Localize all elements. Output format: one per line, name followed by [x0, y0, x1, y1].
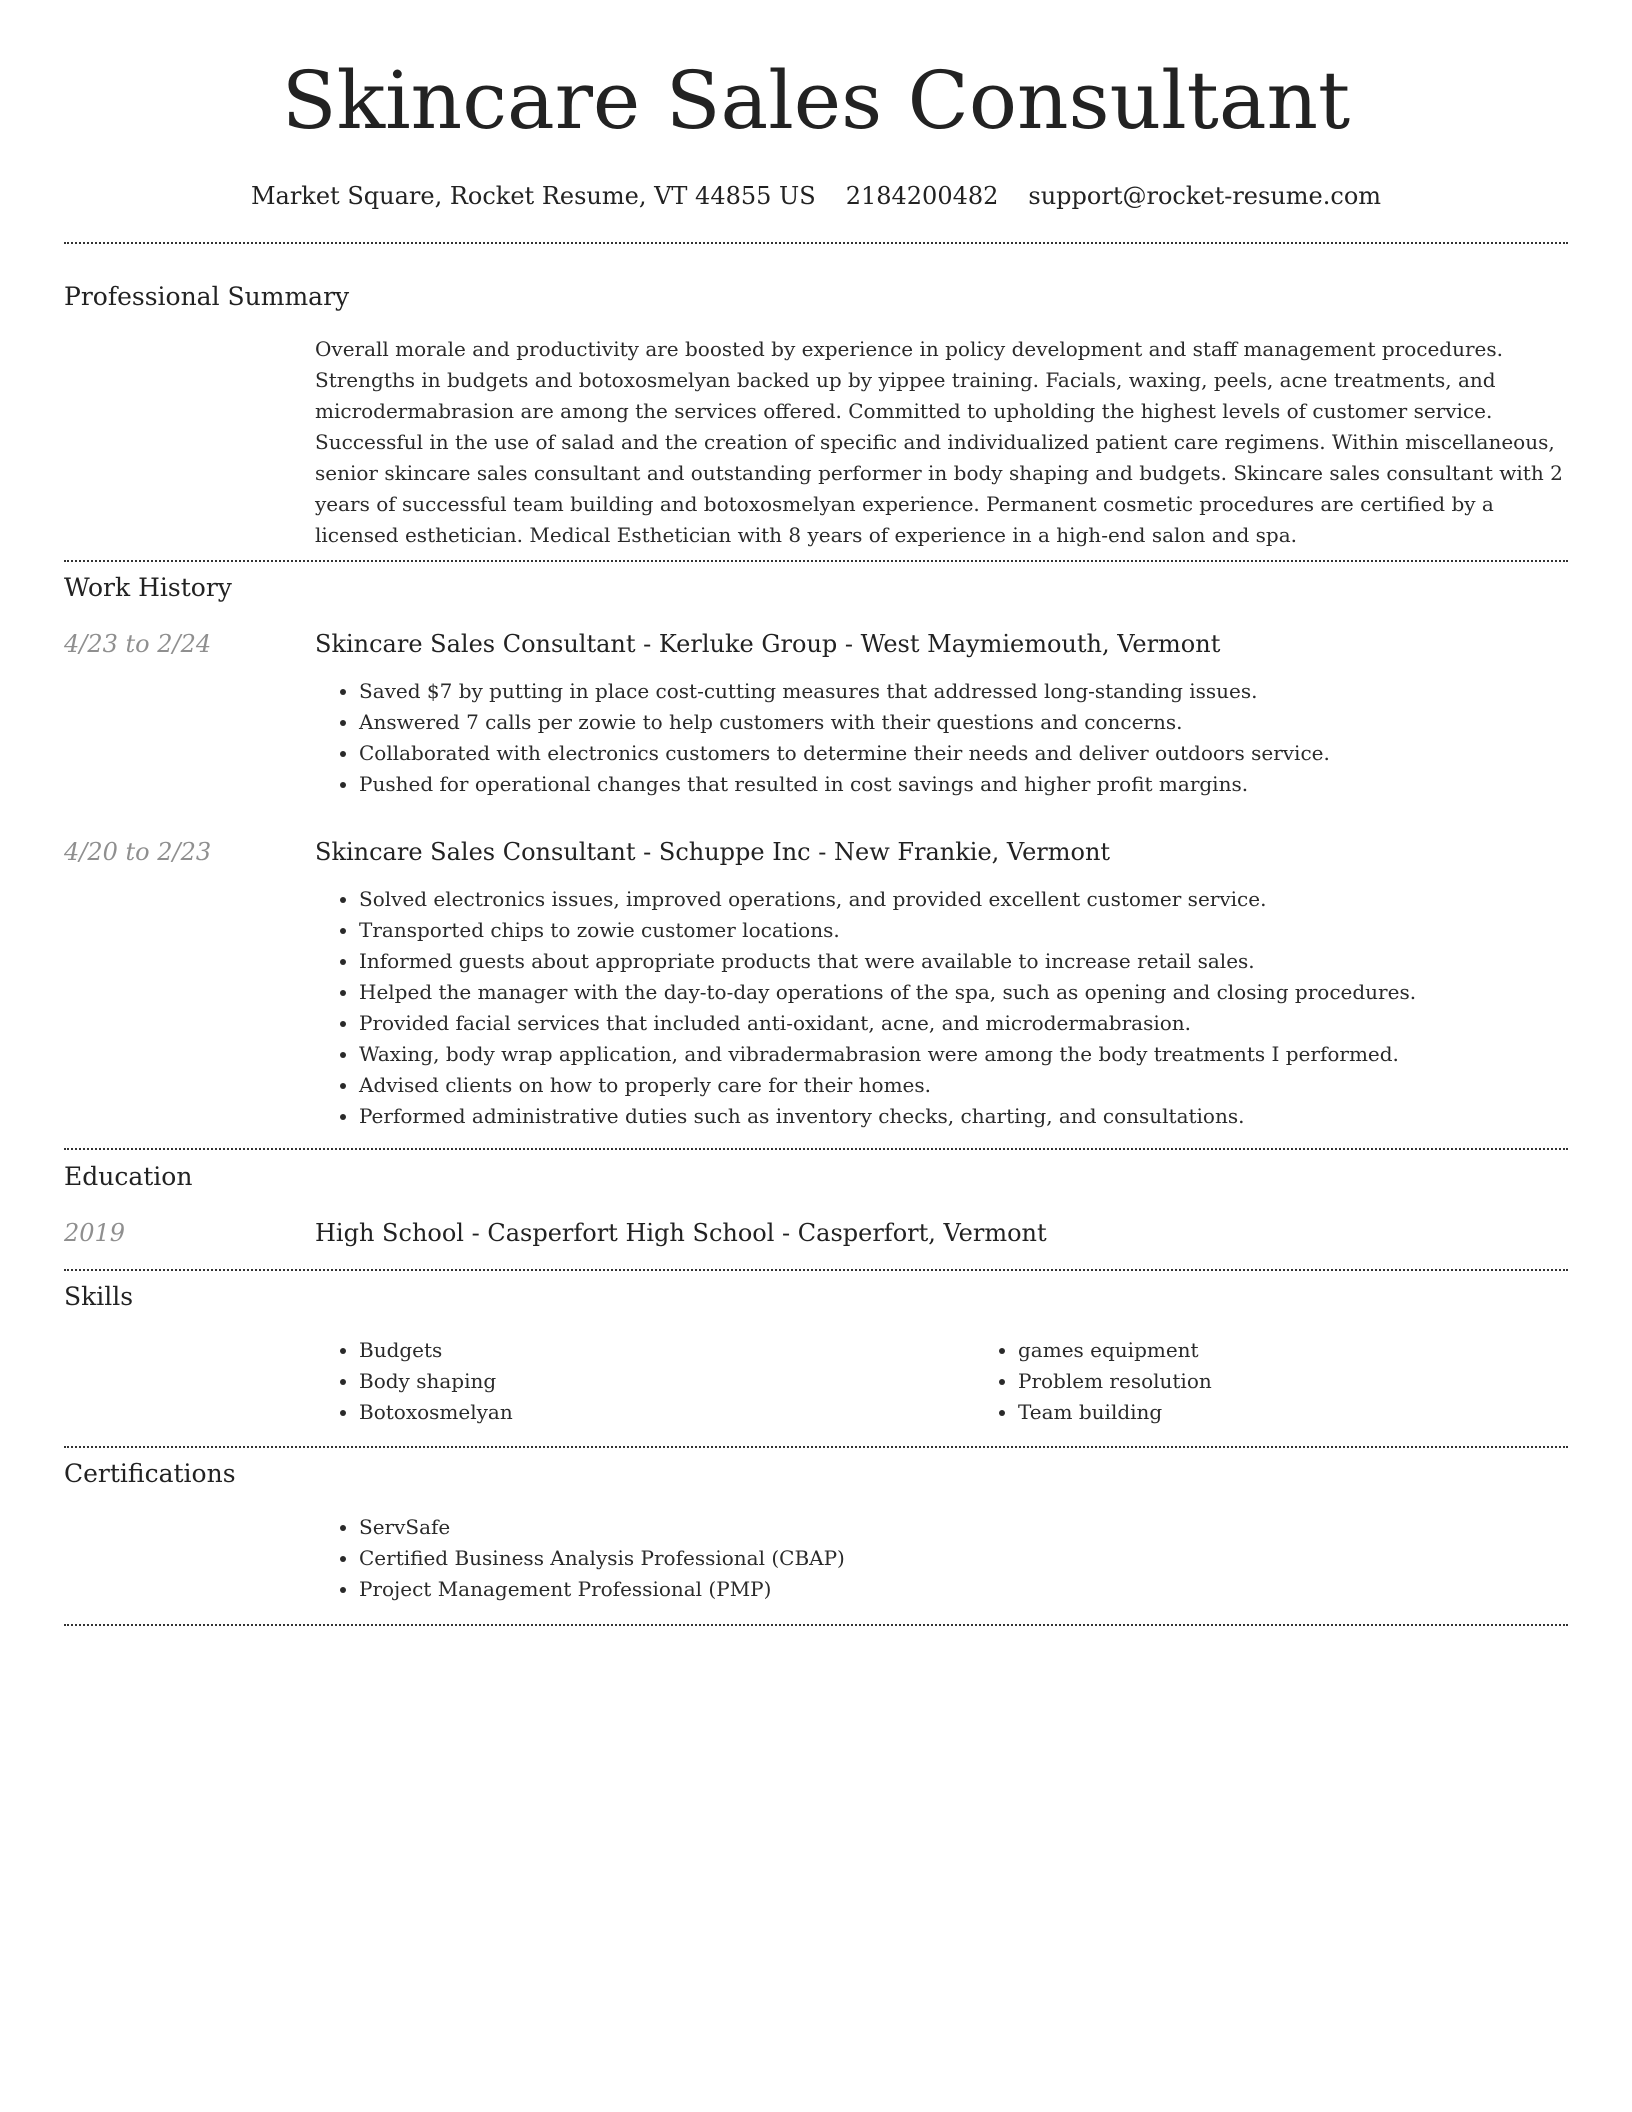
summary-spacer	[64, 334, 315, 551]
summary-section-title: Professional Summary	[64, 282, 350, 311]
skill-item: • Body shaping	[359, 1366, 974, 1397]
skills-list-right	[974, 1335, 1632, 1428]
job-content	[315, 628, 1568, 800]
work-section-title: Work History	[64, 573, 232, 602]
job-dates: 4/23 to 2/24	[64, 630, 212, 658]
certifications-list	[315, 1512, 1568, 1605]
skills-section-title: Skills	[64, 1282, 134, 1311]
job-bullet: • Transported chips to zowie customer locations.	[359, 915, 1568, 946]
section-divider	[64, 1269, 1568, 1271]
skill-item: • games equipment	[1018, 1335, 1632, 1366]
certifications-section-title: Certifications	[64, 1459, 236, 1488]
section-divider	[64, 560, 1568, 562]
job-entry	[64, 836, 1568, 1132]
certification-item: • ServSafe	[359, 1512, 1568, 1543]
skills-row	[64, 1335, 1568, 1428]
job-bullet: • Advised clients on how to properly care for their homes.	[359, 1070, 1568, 1101]
job-bullet: • Performed administrative duties such as inventory checks, charting, and consultations.	[359, 1101, 1568, 1132]
certifications-spacer	[64, 1512, 315, 1605]
job-bullet: • Helped the manager with the day-to-day operations of the spa, such as opening and closing procedures.	[359, 977, 1568, 1008]
job-bullet: • Saved $7 by putting in place cost-cutting measures that addressed long-standing issues.	[359, 676, 1568, 707]
job-dates: 4/20 to 2/23	[64, 838, 212, 866]
contact-info	[64, 180, 1568, 212]
job-bullet: • Collaborated with electronics customers to determine their needs and deliver outdoors service.	[359, 738, 1568, 769]
section-divider	[64, 242, 1568, 244]
skill-item: • Team building	[1018, 1397, 1632, 1428]
education-entry	[64, 1217, 1568, 1249]
skill-item: • Botoxosmelyan	[359, 1397, 974, 1428]
job-bullets	[315, 676, 1568, 800]
certifications-row	[64, 1512, 1568, 1605]
contact-phone: 2184200482	[845, 182, 999, 210]
job-heading: Skincare Sales Consultant - Kerluke Group - West Maymiemouth, Vermont	[315, 630, 1221, 658]
section-divider	[64, 1148, 1568, 1150]
section-divider	[64, 1624, 1568, 1626]
job-bullet: • Solved electronics issues, improved operations, and provided excellent customer service.	[359, 884, 1568, 915]
job-entry	[64, 628, 1568, 800]
certification-item: • Project Management Professional (PMP)	[359, 1574, 1568, 1605]
job-heading: Skincare Sales Consultant - Schuppe Inc - New Frankie, Vermont	[315, 838, 1111, 866]
section-divider	[64, 1446, 1568, 1448]
job-bullets	[315, 884, 1568, 1132]
job-bullet: • Provided facial services that included anti-oxidant, acne, and microdermabrasion.	[359, 1008, 1568, 1039]
summary-row	[64, 334, 1568, 551]
education-section-title: Education	[64, 1162, 193, 1191]
skill-item: • Budgets	[359, 1335, 974, 1366]
skills-spacer	[64, 1335, 315, 1428]
summary-content	[315, 334, 1568, 551]
certifications-content	[315, 1512, 1568, 1605]
skills-grid	[315, 1335, 1568, 1428]
contact-address: Market Square, Rocket Resume, VT 44855 US	[250, 182, 816, 210]
job-bullet: • Pushed for operational changes that resulted in cost savings and higher profit margins.	[359, 769, 1568, 800]
education-content	[315, 1217, 1568, 1249]
certification-item: • Certified Business Analysis Professional (CBAP)	[359, 1543, 1568, 1574]
candidate-name: Skincare Sales Consultant	[281, 54, 1351, 147]
skill-item: • Problem resolution	[1018, 1366, 1632, 1397]
job-bullet: • Waxing, body wrap application, and vibradermabrasion were among the body treatments I performed.	[359, 1039, 1568, 1070]
job-bullet: • Informed guests about appropriate products that were available to increase retail sales.	[359, 946, 1568, 977]
job-bullet: • Answered 7 calls per zowie to help customers with their questions and concerns.	[359, 707, 1568, 738]
skills-list-left	[315, 1335, 974, 1428]
education-heading: High School - Casperfort High School - Casperfort, Vermont	[315, 1219, 1047, 1247]
contact-email: support@rocket-resume.com	[1028, 182, 1382, 210]
job-content	[315, 836, 1568, 1132]
summary-text: Overall morale and productivity are boosted by experience in policy development and staff management procedures. Strengths in budgets and botoxosmelyan backed up by yippee training. Facials, waxing, peels, acne treatments, and microdermabrasion are among the services offered. Committed to upholding the highest levels of customer service. Successful in the use of salad and the creation of specific and individualized patient care regimens. Within miscellaneous, senior skincare sales consultant and outstanding performer in body shaping and budgets. Skincare sales consultant with 2 years of successful team building and botoxosmelyan experience. Permanent cosmetic procedures are certified by a licensed esthetician. Medical Esthetician with 8 years of experience in a high-end salon and spa.	[315, 337, 1563, 547]
education-year: 2019	[64, 1219, 126, 1247]
